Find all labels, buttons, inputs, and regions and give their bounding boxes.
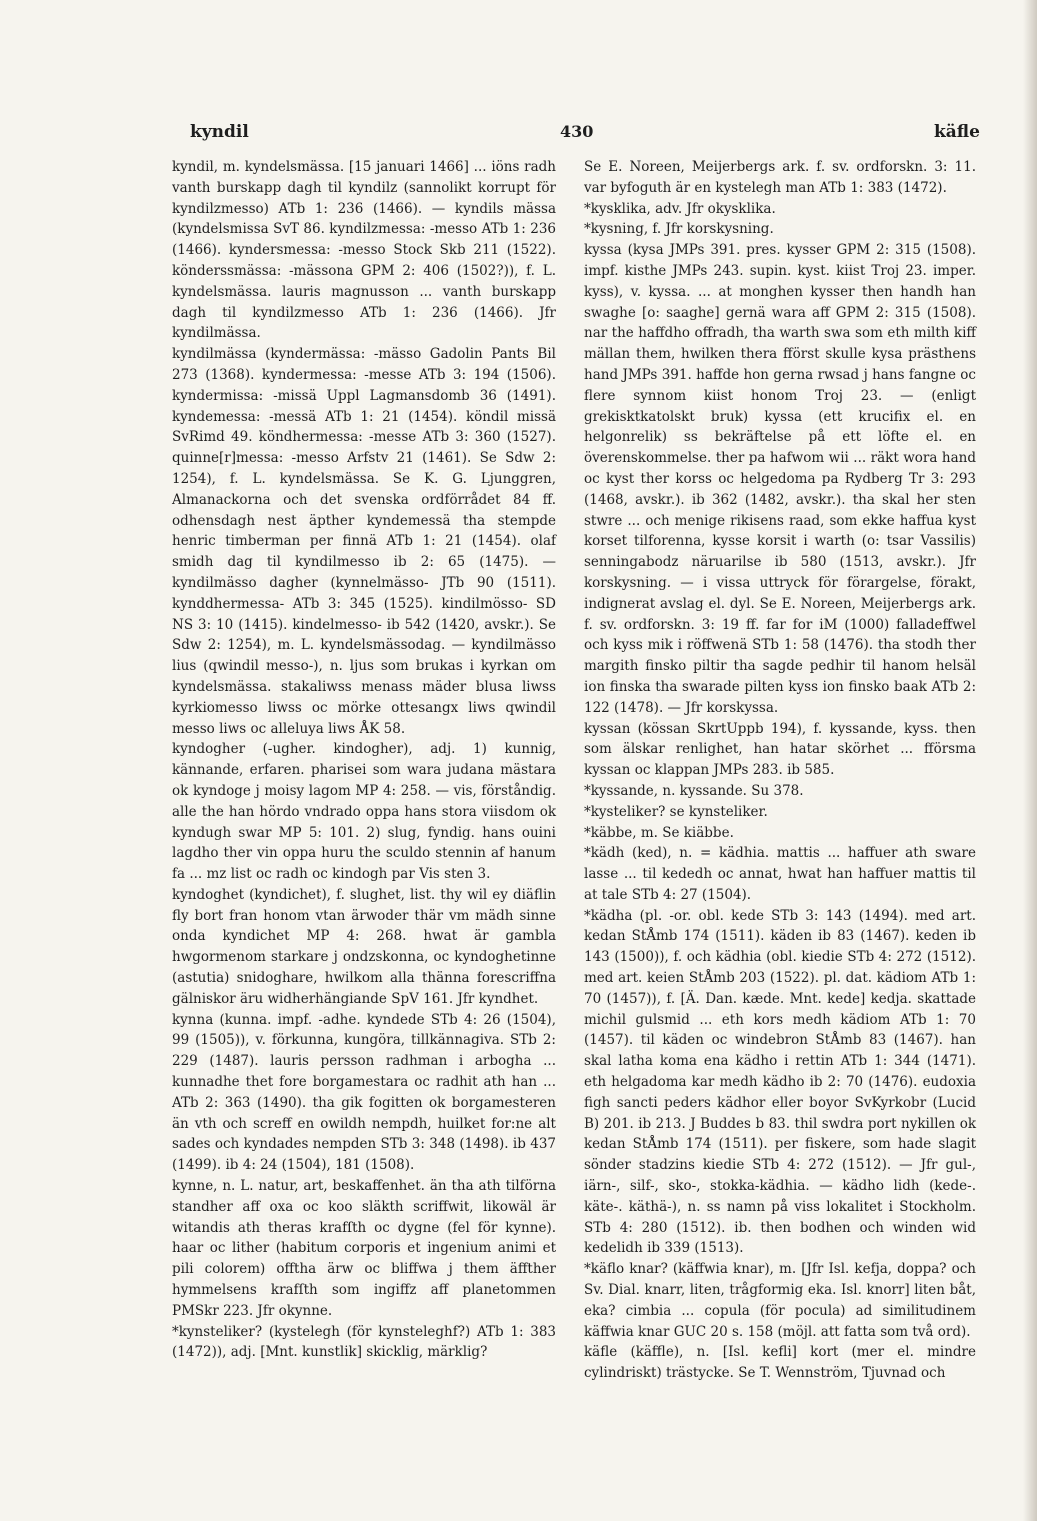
entry-kadh: *kädh (ked), n. = kädhia. mattis ... haffuer ath sware lasse ... til kededh oc annat, hwat han haffuer mattis til at tale STb 4: 27 (1504). bbox=[584, 845, 976, 903]
entry-kafle: käfle (käffle), n. [Isl. kefli] kort (mer el. mindre cylindriskt) trästycke. Se T. Wennström, Tjuvnad och bbox=[584, 1344, 976, 1382]
entry-kynsteliker-continued: Se E. Noreen, Meijerbergs ark. f. sv. ordforskn. 3: 11. var byfoguth är en kystelegh man ATb 1: 383 (1472). bbox=[584, 159, 976, 196]
entry-kadha: *kädha (pl. -or. obl. kede STb 3: 143 (1494). med art. kedan StÅmb 174 (1511). käden ib 83 (1467). keden ib 143 (1500)), f. och kädhia (obl. kiedie STb 4: 272 (1512). med art. keien StÅmb 203 (1522). pl. dat. kädiom ATb 1: 70 (1457)), f. [Ä. Dan. kæde. Mnt. kede] kedja. skattade michil gulsmid ... eth kors medh kädiom ATb 1: 70 (1457). til käden oc windebron StÅmb 83 (1467). han skal latha koma ena kädho i rettin ATb 1: 344 (1471). eth helgadoma kar medh kädho ib 2: 70 (1476). eudoxia figh sancti peders kädhor eller boyor SvKyrkobr (Lucid B) 201. ib 213. J Buddes b 83. thil swdra port nykillen ok kedan StÅmb 174 (1511). per fiskere, som hade slagit sönder stadzins kiedie STb 4: 272 (1512). — Jfr gul-, iärn-, silf-, sko-, stokka-kädhia. — kädho lidh (kede-. käte-. käthä-), n. ss namn på viss lokalitet i Stockholm. STb 4: 280 (1512). ib. then bodhen och winden wid kedelidh ib 339 (1513). bbox=[584, 907, 976, 1257]
entry-kyssan: kyssan (kössan SkrtUppb 194), f. kyssande, kyss. then som älskar renlighet, han hatar skörhet ... fförsma kyssan oc klappan JMPs 283. ib 585. bbox=[584, 720, 976, 779]
page-edge-shadow bbox=[1023, 0, 1037, 1521]
entry-kyndogher: kyndogher (-ugher. kindogher), adj. 1) kunnig, kännande, erfaren. pharisei som wara judana mästara ok kyndoge j moisy lagom MP 4: 258. — vis, förståndig. alle the han hördo vndrado oppa hans stora viisdom ok kyndugh swar MP 5: 101. 2) slug, fyndig. hans ouini lagdho ther vin oppa huru the sculdo stennin af hanum fa ... mz list oc radh oc kindogh par Vis sten 3. bbox=[172, 741, 556, 883]
entry-kysklika: *kysklika, adv. Jfr okysklika. bbox=[584, 200, 776, 217]
header-left-guideword: kyndil bbox=[190, 122, 249, 142]
entry-kynne: kynne, n. L. natur, art, beskaffenhet. än tha ath tilförna standher aff oxa oc koo släkth scriffwit, likowäl är witandis ath theras krafſth oc dygne (fel för kynne). haar oc lither (habitum corporis et ingenium animi et pili colorem) offtha ärw oc bliffwa j them äffther hymmelsens krafſth som ingiffz aff planetommen PMSkr 223. Jfr okynne. bbox=[172, 1178, 556, 1319]
entry-kynsteliker: *kynsteliker? (kystelegh (för kynsteleghf?) ATb 1: 383 (1472)), adj. [Mnt. kunstlik] skicklig, märklig? bbox=[172, 1323, 556, 1361]
entry-kyndoghet: kyndoghet (kyndichet), f. slughet, list. thy wil ey diäflin fly bort fran honom vtan ärwoder thär vm mädh sinne onda kyndichet MP 4: 268. hwat är gambla hwgormenom starkare j ondzskonna, oc kyndoghetinne (astutia) snidoghare, hwilkom alla thänna forescriffna gälniskor äru widherhängiande SpV 161. Jfr kyndhet. bbox=[172, 886, 556, 1007]
entry-kyssande: *kyssande, n. kyssande. Su 378. bbox=[584, 782, 804, 799]
header-right-guideword: käfle bbox=[934, 122, 980, 142]
page-number: 430 bbox=[560, 122, 594, 141]
left-column bbox=[172, 157, 556, 1367]
entry-kabbe: *käbbe, m. Se kiäbbe. bbox=[584, 824, 734, 841]
right-column bbox=[584, 157, 976, 1382]
entry-kysteliker: *kysteliker? se kynsteliker. bbox=[584, 803, 768, 820]
page-header bbox=[190, 122, 980, 146]
entry-kaflo-knar: *käflo knar? (käffwia knar), m. [Jfr Isl. kefja, doppa? och Sv. Dial. knarr, liten, trågformig eka. Isl. knorr] liten båt, eka? cimbia ... copula (för pocula) ad similitudinem käffwia knar GUC 20 s. 158 (möjl. att fatta som två ord). bbox=[584, 1261, 976, 1340]
entry-kyndil: kyndil, m. kyndelsmässa. [15 januari 1466] ... iöns radh vanth burskapp dagh til kyndilz (sannolikt korrupt för kyndilzmesso) ATb 1: 236 (1466). — kyndils mässa (kyndelsmissa SvT 86. kyndilzmessa: -messo ATb 1: 236 (1466). kyndersmessa: -messo Stock Skb 211 (1522). könderssmässa: -mässona GPM 2: 406 (1502?)), f. L. kyndelsmässa. lauris magnusson ... vanth burskapp dagh til kyndilzmesso ATb 1: 236 (1466). Jfr kyndilmässa. bbox=[172, 159, 556, 342]
entry-kynna: kynna (kunna. impf. -adhe. kyndede STb 4: 26 (1504), 99 (1505)), v. förkunna, kungöra, tillkännagiva. STb 2: 229 (1487). lauris persson radhman i arbogha ... kunnadhe thet fore borgamestara oc radhit ath han ... ATb 2: 363 (1490). tha gik fogitten ok borgamesteren än vth och screff en owildh nempdh, huilket for:ne alt sades och kyndades nempden STb 3: 348 (1498). ib 437 (1499). ib 4: 24 (1504), 181 (1508). bbox=[172, 1011, 556, 1174]
entry-kysning: *kysning, f. Jfr korskysning. bbox=[584, 221, 774, 238]
entry-kyndilmassa: kyndilmässa (kyndermässa: -mässo Gadolin Pants Bil 273 (1368). kyndermessa: -messe ATb 3: 194 (1506). kyndermissa: -missä Uppl Lagmansdomb 36 (1491). kyndemessa: -messä ATb 1: 21 (1454). köndil missä SvRimd 49. köndhermessa: -messe ATb 3: 360 (1527). quinne[r]messa: -messo Arfstv 21 (1461). Se Sdw 2: 1254), f. L. kyndelsmässa. Se K. G. Ljunggren, Almanackorna och det svenska ordförrådet 84 ff. odhensdagh nest äpther kyndemessä tha stempde henric timberman per finnä ATb 1: 21 (1454). olaf smidh dag til kyndilmesso ib 2: 65 (1475). — kyndilmässo dagher (kynnelmässo- JTb 90 (1511). kynddhermessa- ATb 3: 345 (1525). kindilmösso- SD NS 3: 10 (1415). kindelmesso- ib 542 (1420, avskr.). Se Sdw 2: 1254), m. L. kyndelsmässodag. — kyndilmässo lius (qwindil messo-), n. ljus som brukas i kyrkan om kyndelsmässa. stakaliwss menass mäder blusa liwss kyrkiomesso liwss oc mörke ottesangx liws qwindil messo liws oc alleluya liws ÅK 58. bbox=[172, 346, 556, 737]
entry-kyssa: kyssa (kysa JMPs 391. pres. kysser GPM 2: 315 (1508). impf. kisthe JMPs 243. supin. kyst. kiist Troj 23. imper. kyss), v. kyssa. ... at monghen kysser then handh han swaghe [o: saaghe] gernä wara aff GPM 2: 315 (1508). nar the haffdho offradh, tha warth swa som eth milth kiff mällan them, hwilken thera fförst skulle kysa prästhens hand JMPs 391. haffde hon gerna rwsad j hans fangne oc flere synnom kiist honom Troj 23. — (enligt grekisktkatolskt bruk) kyssa (ett krucifix el. en helgonrelik) ss bekräftelse på ett löfte el. en överenskommelse. ther pa hafwom wii ... räkt wora hand oc kyst ther korss oc helgedoma pa Rydberg Tr 3: 293 (1468, avskr.). ib 362 (1482, avskr.). tha skal her sten stwre ... och menige rikisens raad, som ekke haffua kyst korset tilforenna, kysse korsit i warth (o: tsar Vassilis) senningabodz näruarilse ib 580 (1513, avskr.). Jfr korskysning. — i vissa uttryck för förargelse, förakt, indignerat avslag el. dyl. Se E. Noreen, Meijerbergs ark. f. sv. ordforskn. 3: 19 ff. far for iM (1000) falladeffwel och kyss mik i röffwenä STb 1: 58 (1476). tha stodh ther margith finsko piltir tha sagde pedhir til hanom helsäl ion finska tha swarade pilten kyss ion finsko baak ATb 2: 122 (1478). — Jfr korskyssa. bbox=[584, 242, 976, 716]
